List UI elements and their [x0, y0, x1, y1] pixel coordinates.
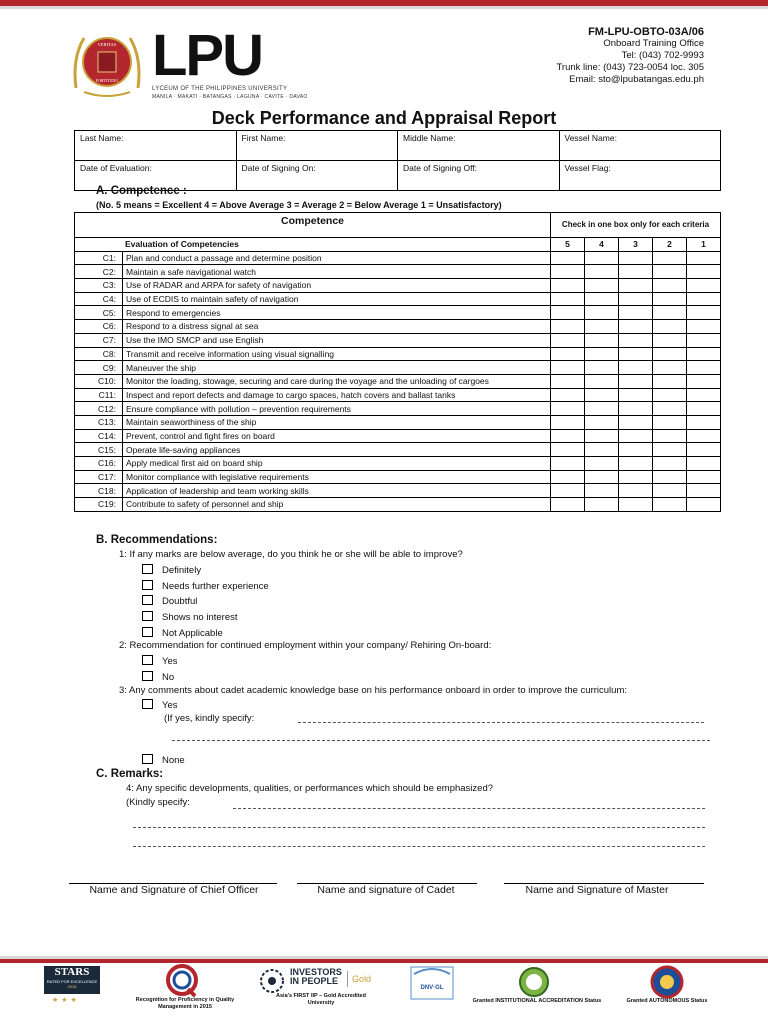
q3-option-yes[interactable] [142, 699, 178, 711]
rating-checkbox-4[interactable] [585, 361, 619, 375]
competence-description: Operate life-saving appliances [123, 443, 551, 457]
competence-code: C9: [75, 361, 123, 375]
rating-checkbox-3[interactable] [619, 265, 653, 279]
check-header: Check in one box only for each criteria [551, 213, 721, 238]
office-name: Onboard Training Office [603, 38, 704, 49]
rating-checkbox-4[interactable] [585, 470, 619, 484]
rating-checkbox-4[interactable] [585, 292, 619, 306]
option-label: Yes [162, 656, 178, 667]
competence-code: C12: [75, 402, 123, 416]
rating-checkbox-3[interactable] [619, 443, 653, 457]
rating-checkbox-3[interactable] [619, 484, 653, 498]
rating-checkbox-1[interactable] [687, 374, 721, 388]
rating-checkbox-3[interactable] [619, 457, 653, 471]
competence-row [75, 484, 721, 498]
competence-code: C18: [75, 484, 123, 498]
q3-option-none[interactable] [142, 754, 185, 766]
page-title: Deck Performance and Appraisal Report [211, 108, 557, 128]
telephone: Tel: (043) 702-9993 [621, 50, 704, 61]
section-b-heading: B. Recommendations: [96, 534, 218, 546]
rating-checkbox-5[interactable] [551, 292, 585, 306]
competence-table [74, 212, 721, 512]
question-3: 3: Any comments about cadet academic knowledge base on his performance onboard in order to improve the curriculum: [119, 685, 627, 696]
dnv-gl-certification-icon [410, 966, 454, 1000]
rating-checkbox-5[interactable] [551, 347, 585, 361]
iip-wordmark [290, 968, 342, 986]
competence-code: C13: [75, 415, 123, 429]
rating-checkbox-3[interactable] [619, 498, 653, 512]
date-of-evaluation-field[interactable]: Date of Evaluation: [75, 161, 237, 191]
competence-row [75, 498, 721, 512]
competence-row [75, 470, 721, 484]
competence-code: C11: [75, 388, 123, 402]
option-label: Doubtful [162, 596, 198, 607]
rating-checkbox-3[interactable] [619, 320, 653, 334]
accreditation-caption: Granted INSTITUTIONAL ACCREDITATION Status [472, 998, 602, 1004]
middle-name-field[interactable]: Middle Name: [398, 131, 560, 161]
rating-checkbox-5[interactable] [551, 265, 585, 279]
scale-2: 2 [653, 238, 687, 252]
rating-checkbox-2[interactable] [653, 429, 687, 443]
investors-in-people-icon [259, 968, 285, 994]
top-gray-bar [0, 6, 768, 9]
option-label: None [162, 755, 185, 766]
q4-answer-line-3[interactable] [133, 846, 705, 847]
rating-checkbox-5[interactable] [551, 251, 585, 265]
email: Email: sto@lpubatangas.edu.ph [569, 74, 704, 85]
stars-rating-icon: ★★★ [52, 997, 80, 1004]
date-signing-on-field[interactable]: Date of Signing On: [236, 161, 398, 191]
scale-4: 4 [585, 238, 619, 252]
competence-row [75, 347, 721, 361]
question-4: 4: Any specific developments, qualities, or performances which should be emphasized? [126, 783, 494, 794]
rating-checkbox-2[interactable] [653, 484, 687, 498]
dnv-gl-label: DNV·GL [420, 985, 444, 991]
seal-text-bottom: FORTITUDO [95, 78, 119, 83]
logo-wordmark: LPU [152, 23, 262, 88]
rating-checkbox-2[interactable] [653, 265, 687, 279]
competence-row [75, 388, 721, 402]
rating-checkbox-4[interactable] [585, 484, 619, 498]
rating-checkbox-4[interactable] [585, 457, 619, 471]
scale-1: 1 [687, 238, 721, 252]
bottom-brand-bar [0, 959, 768, 963]
competence-code: C1: [75, 251, 123, 265]
option-label: Shows no interest [162, 612, 238, 623]
competence-description: Use of ECDIS to maintain safety of navigation [123, 292, 551, 306]
rating-checkbox-5[interactable] [551, 443, 585, 457]
first-name-field[interactable]: First Name: [236, 131, 398, 161]
rating-checkbox-5[interactable] [551, 374, 585, 388]
rating-checkbox-2[interactable] [653, 415, 687, 429]
rating-checkbox-3[interactable] [619, 292, 653, 306]
competence-code: C16: [75, 457, 123, 471]
rating-checkbox-2[interactable] [653, 498, 687, 512]
competence-description: Respond to emergencies [123, 306, 551, 320]
rating-checkbox-4[interactable] [585, 498, 619, 512]
competence-description: Application of leadership and team working skills [123, 484, 551, 498]
rating-checkbox-2[interactable] [653, 470, 687, 484]
rating-checkbox-3[interactable] [619, 279, 653, 293]
competence-code: C2: [75, 265, 123, 279]
rating-checkbox-5[interactable] [551, 333, 585, 347]
competence-description: Plan and conduct a passage and determine position [123, 251, 551, 265]
checkbox[interactable] [142, 655, 153, 665]
competence-code: C14: [75, 429, 123, 443]
rating-checkbox-1[interactable] [687, 347, 721, 361]
option-label: Yes [162, 700, 178, 711]
rating-checkbox-5[interactable] [551, 429, 585, 443]
rating-checkbox-5[interactable] [551, 457, 585, 471]
rating-checkbox-5[interactable] [551, 470, 585, 484]
competence-description: Maneuver the ship [123, 361, 551, 375]
section-a-heading: A. Competence : [96, 185, 187, 197]
competence-description: Apply medical first aid on board ship [123, 457, 551, 471]
competence-code: C4: [75, 292, 123, 306]
q1-option-not-applicable[interactable] [142, 627, 223, 639]
q1-option-doubtful[interactable] [142, 595, 197, 607]
competence-description: Use the IMO SMCP and use English [123, 333, 551, 347]
rating-checkbox-1[interactable] [687, 333, 721, 347]
quality-recognition-caption: Recognition for Proficiency in Quality Management in 2015 [135, 997, 235, 1010]
rating-checkbox-3[interactable] [619, 429, 653, 443]
competence-description: Monitor compliance with legislative requirements [123, 470, 551, 484]
competence-description: Prevent, control and fight fires on board [123, 429, 551, 443]
rating-checkbox-3[interactable] [619, 333, 653, 347]
section-c-heading: C. Remarks: [96, 768, 164, 780]
q4-answer-line-1[interactable] [233, 808, 705, 809]
rating-checkbox-2[interactable] [653, 333, 687, 347]
rating-checkbox-1[interactable] [687, 498, 721, 512]
competence-row [75, 320, 721, 334]
competence-row [75, 374, 721, 388]
rating-checkbox-3[interactable] [619, 402, 653, 416]
scale-3: 3 [619, 238, 653, 252]
rating-checkbox-1[interactable] [687, 470, 721, 484]
competence-description: Contribute to safety of personnel and ship [123, 498, 551, 512]
competence-description: Maintain a safe navigational watch [123, 265, 551, 279]
evaluation-header: Evaluation of Competencies [75, 238, 551, 252]
option-label: Needs further experience [162, 581, 269, 592]
date-signing-off-field[interactable]: Date of Signing Off: [398, 161, 560, 191]
rating-checkbox-2[interactable] [653, 347, 687, 361]
rating-checkbox-1[interactable] [687, 361, 721, 375]
cadet-signature-label: Name and signature of Cadet [317, 884, 455, 896]
form-code: FM-LPU-OBTO-03A/06 [588, 26, 704, 38]
stars-logo [44, 966, 100, 994]
competence-row [75, 292, 721, 306]
rating-checkbox-3[interactable] [619, 306, 653, 320]
rating-checkbox-1[interactable] [687, 484, 721, 498]
iip-gold-label: Gold [352, 974, 372, 984]
rating-checkbox-2[interactable] [653, 457, 687, 471]
rating-checkbox-4[interactable] [585, 429, 619, 443]
competence-row [75, 415, 721, 429]
q4-answer-line-2[interactable] [133, 827, 705, 828]
stars-logo-text: STARS [54, 966, 90, 978]
rating-checkbox-4[interactable] [585, 333, 619, 347]
competence-row [75, 265, 721, 279]
competence-row [75, 306, 721, 320]
rating-checkbox-1[interactable] [687, 265, 721, 279]
question-1: 1: If any marks are below average, do you think he or she will be able to improve? [119, 549, 463, 560]
checkbox[interactable] [142, 595, 153, 605]
rating-checkbox-5[interactable] [551, 306, 585, 320]
q3-answer-line-2[interactable] [172, 740, 710, 741]
rating-checkbox-4[interactable] [585, 347, 619, 361]
contact-block [556, 26, 704, 86]
rating-checkbox-4[interactable] [585, 402, 619, 416]
competence-code: C19: [75, 498, 123, 512]
master-signature-label: Name and Signature of Master [525, 884, 669, 896]
rating-checkbox-5[interactable] [551, 361, 585, 375]
quality-recognition-logo-icon [164, 963, 200, 997]
rating-checkbox-2[interactable] [653, 306, 687, 320]
rating-checkbox-2[interactable] [653, 292, 687, 306]
rating-checkbox-1[interactable] [687, 402, 721, 416]
rating-checkbox-1[interactable] [687, 457, 721, 471]
rating-checkbox-2[interactable] [653, 320, 687, 334]
rating-checkbox-4[interactable] [585, 374, 619, 388]
rating-checkbox-1[interactable] [687, 306, 721, 320]
rating-checkbox-4[interactable] [585, 265, 619, 279]
rating-checkbox-4[interactable] [585, 388, 619, 402]
q1-option-no-interest[interactable] [142, 611, 238, 623]
chief-officer-signature-label: Name and Signature of Chief Officer [89, 884, 259, 896]
rating-checkbox-3[interactable] [619, 374, 653, 388]
rating-checkbox-2[interactable] [653, 361, 687, 375]
checkbox[interactable] [142, 627, 153, 637]
logo-cities: MANILA · MAKATI · BATANGAS · LAGUNA · CAVITE · DAVAO [152, 94, 308, 100]
competence-code: C5: [75, 306, 123, 320]
q4-specify-label: (Kindly specify: [126, 797, 190, 808]
trunk-line: Trunk line: (043) 723-0054 loc. 305 [556, 62, 704, 73]
autonomous-status-seal-icon [648, 965, 686, 999]
q3-answer-line-1[interactable] [298, 722, 704, 723]
option-label: Not Applicable [162, 628, 223, 639]
rating-checkbox-2[interactable] [653, 279, 687, 293]
competence-code: C8: [75, 347, 123, 361]
checkbox[interactable] [142, 699, 153, 709]
rating-checkbox-1[interactable] [687, 279, 721, 293]
q2-option-no[interactable] [142, 671, 174, 683]
rating-checkbox-2[interactable] [653, 388, 687, 402]
competence-code: C10: [75, 374, 123, 388]
rating-checkbox-4[interactable] [585, 443, 619, 457]
competence-header-label: Competence [280, 215, 344, 227]
iip-line-2: IN PEOPLE [290, 976, 339, 986]
rating-checkbox-1[interactable] [687, 292, 721, 306]
rating-checkbox-4[interactable] [585, 279, 619, 293]
rating-checkbox-4[interactable] [585, 415, 619, 429]
rating-checkbox-3[interactable] [619, 388, 653, 402]
accreditation-seal-icon [515, 966, 553, 998]
competence-row [75, 402, 721, 416]
competence-row [75, 443, 721, 457]
checkbox[interactable] [142, 611, 153, 621]
rating-checkbox-2[interactable] [653, 402, 687, 416]
vessel-name-field[interactable]: Vessel Name: [559, 131, 721, 161]
rating-checkbox-1[interactable] [687, 388, 721, 402]
competence-description: Monitor the loading, stowage, securing and care during the voyage and the unloading of cargoes [123, 374, 551, 388]
question-2: 2: Recommendation for continued employment within your company/ Rehiring On-board: [119, 640, 492, 651]
competence-description: Maintain seaworthiness of the ship [123, 415, 551, 429]
rating-scale-note: (No. 5 means = Excellent 4 = Above Average 3 = Average 2 = Below Average 1 = Unsatisfactory) [96, 200, 502, 210]
rating-checkbox-5[interactable] [551, 498, 585, 512]
competence-row [75, 457, 721, 471]
rating-checkbox-1[interactable] [687, 429, 721, 443]
rating-checkbox-3[interactable] [619, 415, 653, 429]
rating-checkbox-4[interactable] [585, 306, 619, 320]
competence-code: C7: [75, 333, 123, 347]
competence-row [75, 333, 721, 347]
rating-checkbox-5[interactable] [551, 415, 585, 429]
competence-row [75, 429, 721, 443]
rating-checkbox-4[interactable] [585, 251, 619, 265]
rating-checkbox-5[interactable] [551, 388, 585, 402]
competence-header [75, 213, 551, 238]
competence-description: Transmit and receive information using visual signalling [123, 347, 551, 361]
lpu-seal-icon [70, 28, 144, 98]
rating-checkbox-2[interactable] [653, 374, 687, 388]
logo-university-name: LYCEUM OF THE PHILIPPINES UNIVERSITY [152, 86, 288, 92]
rating-checkbox-1[interactable] [687, 320, 721, 334]
seal-text-top: VERITAS [97, 42, 117, 47]
rating-checkbox-2[interactable] [653, 251, 687, 265]
iip-line-1: INVESTORS [290, 967, 342, 977]
cadet-info-table [74, 130, 721, 191]
checkbox[interactable] [142, 754, 153, 764]
iip-caption: Asia's FIRST IIP – Gold Accredited University [276, 993, 366, 1006]
rating-checkbox-3[interactable] [619, 251, 653, 265]
rating-checkbox-3[interactable] [619, 361, 653, 375]
q1-option-needs-experience[interactable] [142, 580, 269, 592]
competence-description: Respond to a distress signal at sea [123, 320, 551, 334]
rating-checkbox-1[interactable] [687, 251, 721, 265]
vessel-flag-field[interactable]: Vessel Flag: [559, 161, 721, 191]
rating-checkbox-2[interactable] [653, 443, 687, 457]
last-name-field[interactable]: Last Name: [75, 131, 237, 161]
rating-checkbox-3[interactable] [619, 347, 653, 361]
competence-description: Ensure compliance with pollution – prevention requirements [123, 402, 551, 416]
option-label: No [162, 672, 175, 683]
scale-5: 5 [551, 238, 585, 252]
competence-row [75, 279, 721, 293]
option-label: Definitely [162, 565, 202, 576]
competence-row [75, 361, 721, 375]
checkbox[interactable] [142, 671, 153, 681]
rating-checkbox-5[interactable] [551, 320, 585, 334]
autonomous-caption: Granted AUTONOMOUS Status [626, 998, 708, 1004]
competence-code: C15: [75, 443, 123, 457]
competence-description: Use of RADAR and ARPA for safety of navigation [123, 279, 551, 293]
q2-option-yes[interactable] [142, 655, 178, 667]
stars-logo-year: 2016 [67, 984, 77, 989]
checkbox[interactable] [142, 580, 153, 590]
competence-description: Inspect and report defects and damage to cargo spaces, hatch covers and ballast tanks [123, 388, 551, 402]
rating-checkbox-1[interactable] [687, 415, 721, 429]
stars-logo-subtext: RATED FOR EXCELLENCE [46, 979, 98, 984]
q1-option-definitely[interactable] [142, 564, 201, 576]
competence-code: C6: [75, 320, 123, 334]
q3-specify-label: (If yes, kindly specify: [164, 713, 255, 724]
rating-checkbox-3[interactable] [619, 470, 653, 484]
competence-row [75, 251, 721, 265]
rating-checkbox-5[interactable] [551, 279, 585, 293]
evaluation-header-row [75, 238, 721, 252]
rating-checkbox-4[interactable] [585, 320, 619, 334]
rating-checkbox-5[interactable] [551, 484, 585, 498]
rating-checkbox-1[interactable] [687, 443, 721, 457]
rating-checkbox-5[interactable] [551, 402, 585, 416]
competence-code: C3: [75, 279, 123, 293]
competence-code: C17: [75, 470, 123, 484]
checkbox[interactable] [142, 564, 153, 574]
